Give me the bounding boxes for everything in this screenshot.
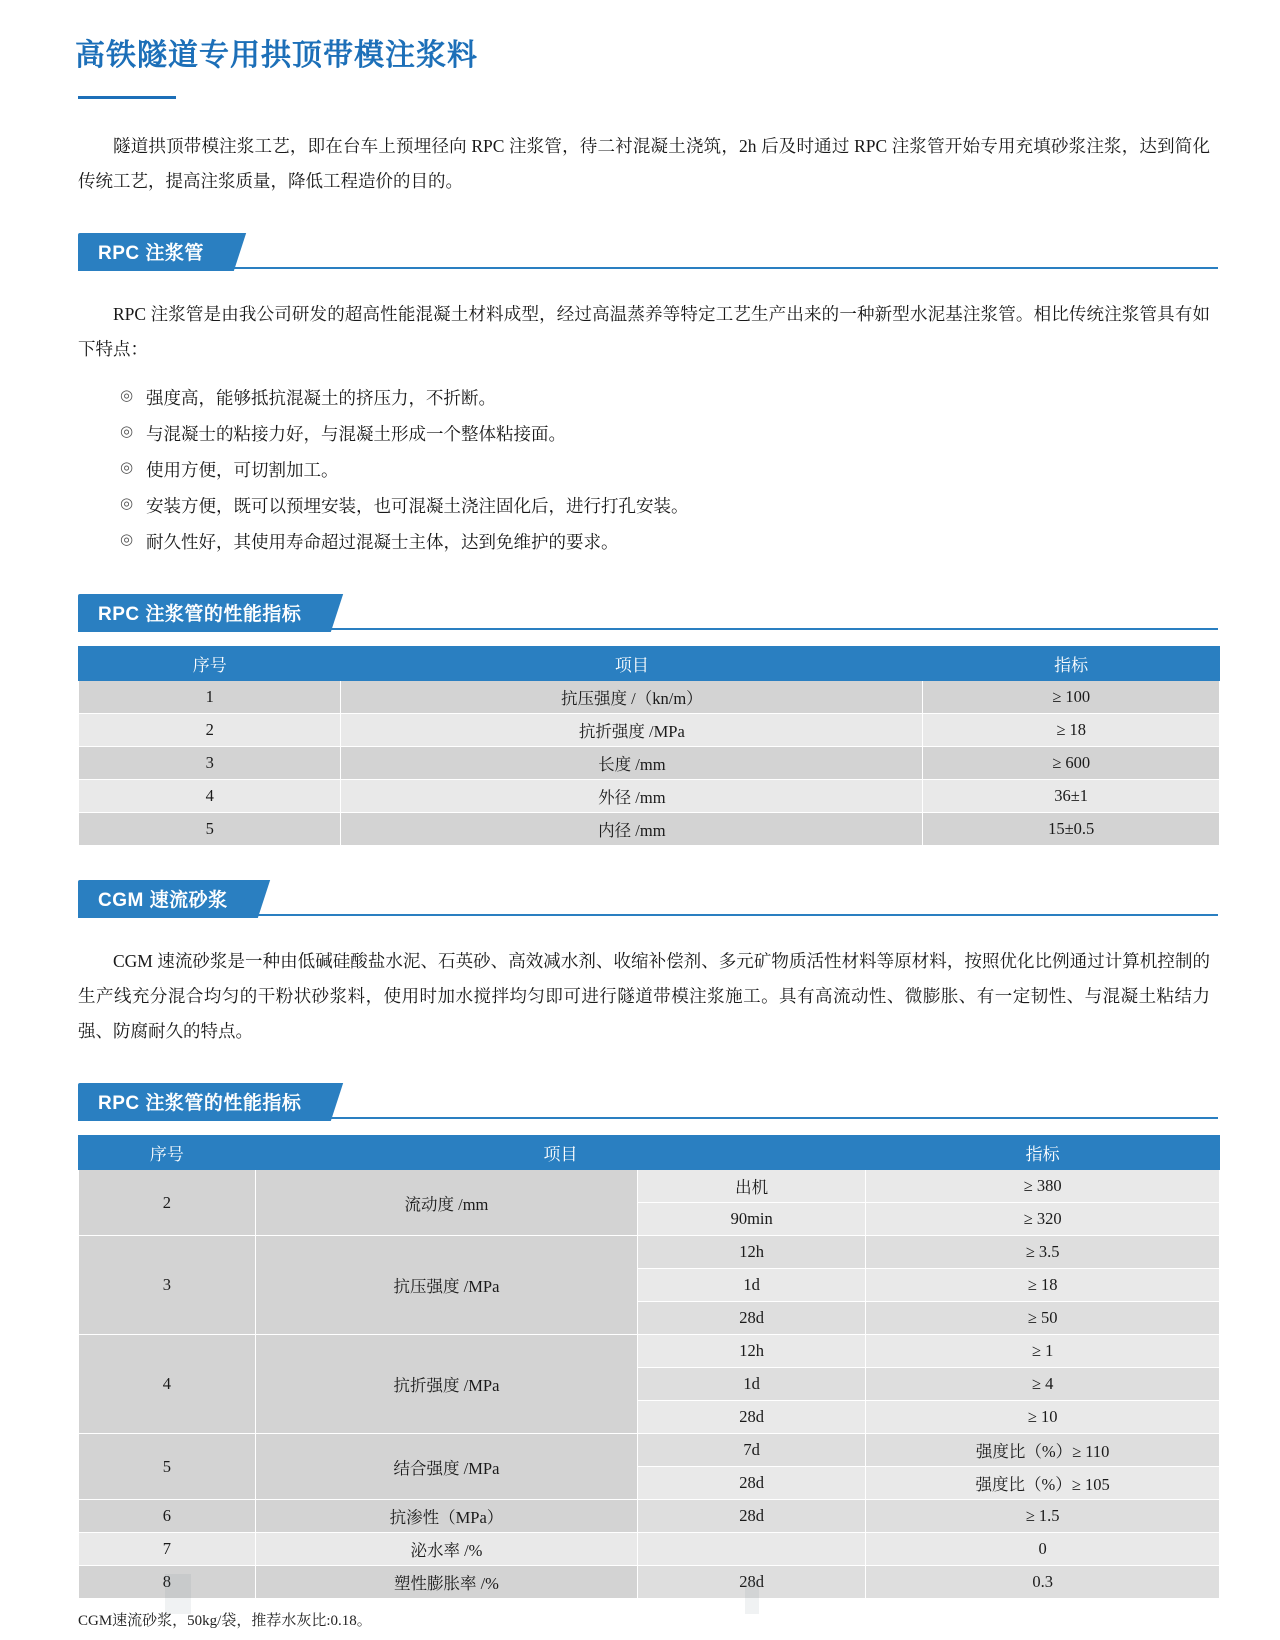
list-item-label: 强度高，能够抵抗混凝土的挤压力，不折断。 — [146, 388, 496, 408]
table-row — [79, 1170, 1220, 1203]
cell-value: ≥ 18 — [923, 714, 1220, 747]
page-title: 高铁隧道专用拱顶带模注浆料 — [75, 39, 478, 72]
section-header-cgm-specs — [78, 1083, 1250, 1117]
cell-condition: 12h — [638, 1236, 866, 1269]
cell-condition: 出机 — [638, 1170, 866, 1203]
cell-no: 7 — [79, 1533, 256, 1566]
cell-item: 泌水率 /% — [255, 1533, 637, 1566]
table-row — [79, 1236, 1220, 1269]
column-header-no: 序号 — [79, 647, 341, 681]
cell-condition: 28d — [638, 1302, 866, 1335]
column-header-item: 项目 — [255, 1136, 865, 1170]
cell-condition: 28d — [638, 1500, 866, 1533]
cell-no: 6 — [79, 1500, 256, 1533]
ring-bullet-icon: ◎ — [120, 388, 134, 404]
cell-item: 抗折强度 /MPa — [341, 714, 923, 747]
table-row — [79, 714, 1220, 747]
cell-value: ≥ 600 — [923, 747, 1220, 780]
cell-no: 5 — [79, 1434, 256, 1500]
table-header-row — [79, 1136, 1220, 1170]
section-title-cgm-specs: RPC 注浆管的性能指标 — [78, 1083, 327, 1121]
cell-item: 抗渗性（MPa） — [255, 1500, 637, 1533]
cell-item: 抗折强度 /MPa — [255, 1335, 637, 1434]
ring-bullet-icon: ◎ — [120, 495, 134, 512]
list-item — [120, 453, 1250, 489]
table-footnote: CGM速流砂浆，50kg/袋，推荐水灰比:0.18。 — [78, 1613, 372, 1630]
cell-no: 5 — [79, 813, 341, 846]
rpc-pipe-spec-table-wrap — [78, 646, 1220, 846]
table-row — [79, 681, 1220, 714]
cell-no: 1 — [79, 681, 341, 714]
cgm-spec-table-wrap — [78, 1135, 1220, 1599]
cell-value: ≥ 10 — [866, 1401, 1220, 1434]
cell-no: 4 — [79, 780, 341, 813]
cell-no: 8 — [79, 1566, 256, 1599]
section-underline — [78, 267, 1218, 269]
cell-item: 外径 /mm — [341, 780, 923, 813]
list-item — [120, 525, 1250, 561]
table-row — [79, 1434, 1220, 1467]
cell-value: 强度比（%）≥ 110 — [866, 1434, 1220, 1467]
table-row — [79, 1335, 1220, 1368]
cell-condition: 1d — [638, 1269, 866, 1302]
table-row — [79, 780, 1220, 813]
cell-no: 2 — [79, 714, 341, 747]
cell-item: 抗压强度 /（kn/m） — [341, 681, 923, 714]
cell-value: ≥ 320 — [866, 1203, 1220, 1236]
cell-item: 内径 /mm — [341, 813, 923, 846]
rpc-pipe-feature-list — [30, 381, 1250, 560]
cell-condition — [638, 1533, 866, 1566]
ring-bullet-icon: ◎ — [120, 531, 134, 548]
cell-condition: 12h — [638, 1335, 866, 1368]
cell-no: 2 — [79, 1170, 256, 1236]
title-divider — [78, 96, 176, 99]
cell-value: ≥ 4 — [866, 1368, 1220, 1401]
cell-item: 抗压强度 /MPa — [255, 1236, 637, 1335]
cell-item: 流动度 /mm — [255, 1170, 637, 1236]
cell-condition: 28d — [638, 1566, 866, 1599]
list-item — [120, 381, 1250, 417]
cell-value: 0.3 — [866, 1566, 1220, 1599]
table-header-row — [79, 647, 1220, 681]
section-title-rpc-pipe-specs: RPC 注浆管的性能指标 — [78, 594, 327, 632]
column-header-item: 项目 — [341, 647, 923, 681]
cell-no: 3 — [79, 747, 341, 780]
cell-item: 长度 /mm — [341, 747, 923, 780]
table-row — [79, 813, 1220, 846]
ring-bullet-icon: ◎ — [120, 459, 134, 476]
rpc-pipe-spec-table — [78, 646, 1220, 846]
cell-condition: 7d — [638, 1434, 866, 1467]
list-item-label: 使用方便，可切割加工。 — [146, 459, 339, 480]
cell-value: 0 — [866, 1533, 1220, 1566]
cell-item: 结合强度 /MPa — [255, 1434, 637, 1500]
ring-bullet-icon: ◎ — [120, 423, 134, 440]
cell-value: ≥ 1.5 — [866, 1500, 1220, 1533]
table-row — [79, 1533, 1220, 1566]
cell-condition: 1d — [638, 1368, 866, 1401]
cell-no: 4 — [79, 1335, 256, 1434]
cell-condition: 90min — [638, 1203, 866, 1236]
section-header-rpc-pipe-specs — [78, 594, 1250, 628]
cell-value: ≥ 18 — [866, 1269, 1220, 1302]
cell-value: ≥ 1 — [866, 1335, 1220, 1368]
section-header-rpc-pipe — [78, 233, 1250, 267]
cgm-mortar-paragraph: CGM 速流砂浆是一种由低碱硅酸盐水泥、石英砂、高效减水剂、收缩补偿剂、多元矿物质活性材料等原材料，按照优化比例通过计算机控制的生产线充分混合均匀的干粉状砂浆料，使用时加水搅拌均匀即可进行隧道带模注浆施工。具有高流动性、微膨胀、有一定韧性、与混凝土粘结力强、防腐耐久的特点。 — [78, 951, 1210, 1042]
cgm-spec-table — [78, 1135, 1220, 1599]
cell-value: 强度比（%）≥ 105 — [866, 1467, 1220, 1500]
cell-value: ≥ 3.5 — [866, 1236, 1220, 1269]
list-item — [120, 417, 1250, 453]
cell-condition: 28d — [638, 1401, 866, 1434]
cell-value: ≥ 50 — [866, 1302, 1220, 1335]
cell-value: ≥ 100 — [923, 681, 1220, 714]
table-row — [79, 1566, 1220, 1599]
list-item-label: 耐久性好，其使用寿命超过混凝士主体，达到免维护的要求。 — [146, 531, 619, 552]
intro-paragraph: 隧道拱顶带模注浆工艺，即在台车上预埋径向 RPC 注浆管，待二衬混凝土浇筑，2h 后及时通过 RPC 注浆管开始专用充填砂浆注浆，达到简化传统工艺，提高注浆质量，降低工程造价的目的。 — [78, 136, 1210, 191]
cell-value: 36±1 — [923, 780, 1220, 813]
list-item-label: 安装方便，既可以预埋安装，也可混凝土浇注固化后，进行打孔安装。 — [146, 495, 689, 516]
table-row — [79, 1500, 1220, 1533]
table-row — [79, 747, 1220, 780]
list-item-label: 与混凝士的粘接力好，与混凝土形成一个整体粘接面。 — [146, 423, 566, 444]
cell-condition: 28d — [638, 1467, 866, 1500]
column-header-no: 序号 — [79, 1136, 256, 1170]
rpc-pipe-paragraph: RPC 注浆管是由我公司研发的超高性能混凝土材料成型，经过高温蒸养等特定工艺生产出来的一种新型水泥基注浆管。相比传统注浆管具有如下特点： — [78, 304, 1210, 359]
column-header-value: 指标 — [866, 1136, 1220, 1170]
section-header-cgm-mortar — [78, 880, 1250, 914]
section-title-cgm-mortar: CGM 速流砂浆 — [78, 880, 254, 918]
column-header-value: 指标 — [923, 647, 1220, 681]
list-item — [120, 489, 1250, 525]
cell-value: ≥ 380 — [866, 1170, 1220, 1203]
cell-item: 塑性膨胀率 /% — [255, 1566, 637, 1599]
cell-no: 3 — [79, 1236, 256, 1335]
cell-value: 15±0.5 — [923, 813, 1220, 846]
section-title-rpc-pipe: RPC 注浆管 — [78, 233, 230, 271]
